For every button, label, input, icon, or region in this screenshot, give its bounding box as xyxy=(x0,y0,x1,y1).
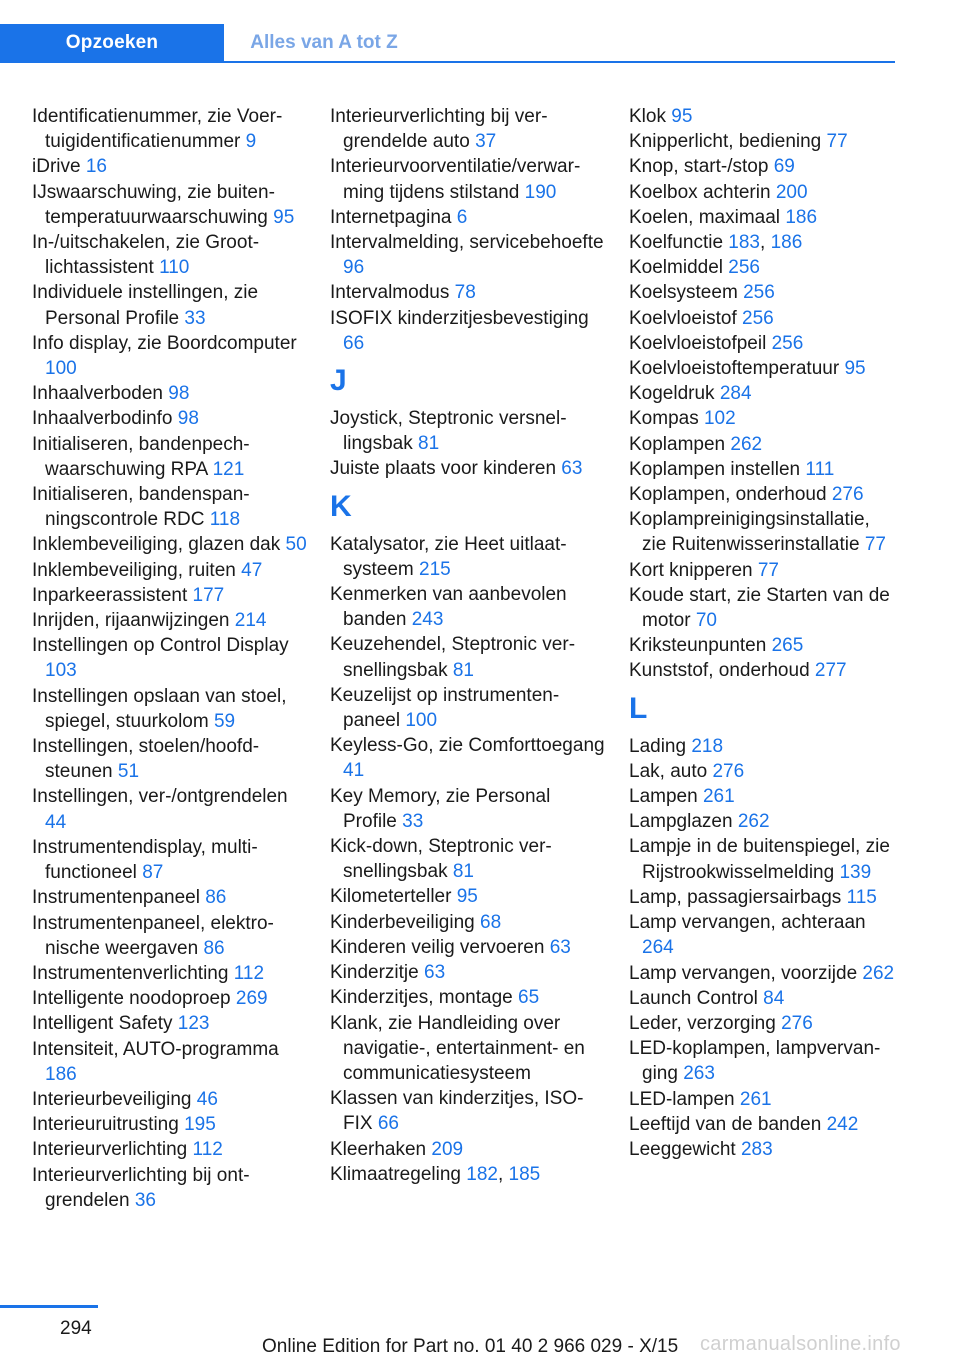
index-entry xyxy=(32,558,307,583)
index-entry: Koelfunctie 183, 186 xyxy=(629,232,803,254)
index-entry xyxy=(330,884,605,909)
index-entry-term: Leeggewicht xyxy=(629,1138,736,1160)
page-link[interactable]: 95 xyxy=(273,206,295,228)
index-entry-term: Keyless-Go, zie Comforttoegang xyxy=(330,735,605,757)
page-link[interactable]: 283 xyxy=(740,1138,773,1160)
index-entry xyxy=(629,961,899,986)
page-link[interactable]: 118 xyxy=(209,509,241,531)
index-entry xyxy=(330,306,605,356)
index-entry-term: Intervalmodus xyxy=(330,282,450,304)
page-link[interactable]: 41 xyxy=(343,760,365,782)
page-link[interactable]: 95 xyxy=(844,358,866,380)
index-entry-term: Koelen, maximaal xyxy=(629,206,781,228)
index-entry-term: Koplampen instellen xyxy=(629,458,801,480)
index-entry-term: Intelligente noodoproep xyxy=(32,988,231,1010)
index-entry xyxy=(32,835,307,885)
page-link[interactable]: 186 xyxy=(770,232,803,254)
index-entry xyxy=(629,910,899,960)
index-entry xyxy=(330,1086,605,1136)
page-link[interactable]: 51 xyxy=(117,761,140,783)
index-entry-term: Intensiteit, AUTO-programma xyxy=(32,1038,279,1060)
index-entry-term: Kinderzitje xyxy=(330,962,419,984)
index-entry xyxy=(629,1011,899,1036)
index-column-3 xyxy=(629,104,899,1162)
index-entry xyxy=(330,406,605,456)
page-link[interactable]: 121 xyxy=(212,458,245,480)
index-entry xyxy=(32,406,307,431)
page-link[interactable]: 214 xyxy=(234,610,267,632)
index-entry-term: Inhaalverbodinfo xyxy=(32,408,173,430)
edition-note: Online Edition for Part no. 01 40 2 966 029 - X/15 xyxy=(262,1336,679,1357)
index-entry xyxy=(629,457,899,482)
index-entry-term: Leder, verzorging xyxy=(629,1012,776,1034)
index-entry-term: Instellingen op Control Display xyxy=(32,635,289,657)
index-entry-term: Lak, auto xyxy=(629,760,708,782)
index-entry-term: Instellingen, stoelen/hoofdsteunen xyxy=(32,736,260,783)
index-entry xyxy=(32,1137,307,1162)
page-link[interactable]: 98 xyxy=(168,383,190,405)
index-entry-term: Key Memory, zie Personal Profile xyxy=(330,785,551,832)
page-link[interactable]: 100 xyxy=(45,358,77,380)
index-entry xyxy=(330,834,605,884)
index-entry-term: Lampglazen xyxy=(629,811,733,833)
index-entry-term: Koelvloeistof xyxy=(629,307,737,329)
index-entry-term: Kort knipperen xyxy=(629,559,753,581)
index-entry-term: Interieurbeveiliging xyxy=(32,1088,192,1110)
index-entry xyxy=(330,935,605,960)
index-entry xyxy=(330,960,605,985)
index-entry xyxy=(629,633,899,658)
page-link[interactable]: 63 xyxy=(549,936,571,958)
page-link[interactable]: 110 xyxy=(159,257,190,279)
index-entry-term: Interieurverlichting xyxy=(32,1139,188,1161)
index-entry xyxy=(330,683,605,733)
page-link[interactable]: 186 xyxy=(785,206,818,228)
index-entry-term: Identificatienummer, zie Voertuigidentificatienummer xyxy=(32,106,283,153)
page-link[interactable]: 185 xyxy=(508,1163,541,1185)
index-entry-term: Interieurverlichting bij ontgrendelen xyxy=(32,1164,250,1211)
page-link[interactable]: 186 xyxy=(45,1063,77,1085)
page-link[interactable]: 98 xyxy=(177,408,199,430)
header-divider xyxy=(0,61,895,63)
index-entry-term: Kinderbeveiliging xyxy=(330,911,475,933)
index-entry-term: Instellingen, ver-/ontgrendelen xyxy=(32,786,288,808)
index-entry xyxy=(629,1137,899,1162)
index-entry-term: Kriksteunpunten xyxy=(629,635,767,657)
index-entry-term: Lamp vervangen, achteraan xyxy=(629,912,866,934)
index-entry xyxy=(629,507,899,557)
page-link[interactable]: 69 xyxy=(773,156,795,178)
page-link[interactable]: 123 xyxy=(177,1013,210,1035)
page-link[interactable]: 77 xyxy=(826,131,848,153)
index-entry xyxy=(32,381,307,406)
index-entry xyxy=(629,986,899,1011)
page-link[interactable]: 262 xyxy=(737,811,770,833)
index-entry-term: Inklembeveiliging, glazen dak xyxy=(32,534,281,556)
index-entry xyxy=(629,734,899,759)
index-entry-term: Interieurverlichting bij vergrendelde auto xyxy=(330,106,548,153)
page-link[interactable]: 243 xyxy=(411,609,444,631)
index-entry-term: Individuele instellingen, zie Personal Profile xyxy=(32,282,259,329)
index-entry-term: Knop, start-/stop xyxy=(629,156,769,178)
index-entry xyxy=(629,885,899,910)
index-entry xyxy=(330,784,605,834)
index-entry xyxy=(330,632,605,682)
watermark: carmanualsonline.info xyxy=(700,1333,901,1355)
page-link[interactable]: 256 xyxy=(771,332,804,354)
index-entry xyxy=(32,331,307,381)
index-entry-term: Info display, zie Boordcomputer xyxy=(32,332,297,354)
index-entry: Klimaatregeling 182, 185 xyxy=(330,1163,541,1185)
index-entry-term: Knipperlicht, bediening xyxy=(629,131,822,153)
index-entry xyxy=(32,1087,307,1112)
page-link[interactable]: 50 xyxy=(285,534,307,556)
index-entry-term: LED-koplampen, lampvervanging xyxy=(629,1038,881,1085)
index-entry-term: Intelligent Safety xyxy=(32,1013,173,1035)
page-link[interactable]: 276 xyxy=(781,1012,813,1034)
index-entry xyxy=(32,784,307,834)
index-entry-term: Interieurvoorventilatie/verwarming tijdens stilstand xyxy=(330,156,581,203)
page-link[interactable]: 276 xyxy=(712,760,745,782)
index-entry xyxy=(629,583,899,633)
page-link[interactable]: 96 xyxy=(343,257,365,279)
index-entry xyxy=(629,1112,899,1137)
index-entry-term: Initialiseren, bandenpechwaarschuwing RPA xyxy=(32,433,250,480)
index-entry-term: Koelbox achterin xyxy=(629,181,771,203)
index-entry-term: LED-lampen xyxy=(629,1088,735,1110)
page-link[interactable]: 261 xyxy=(739,1088,772,1110)
index-entry-term: Koude start, zie Starten van de motor xyxy=(629,584,890,632)
index-entry-term: Kleerhaken xyxy=(330,1138,427,1160)
index-entry xyxy=(629,406,899,431)
index-entry-term: Klank, zie Handleiding over navigatie-, entertainment- en communicatiesysteem xyxy=(330,1012,585,1084)
page-link[interactable]: 81 xyxy=(452,659,474,681)
index-entry-term: Keuzelijst op instrumentenpaneel xyxy=(330,684,560,732)
index-entry-term: Keuzehendel, Steptronic versnellingsbak xyxy=(330,634,576,681)
index-entry xyxy=(32,280,307,330)
index-entry-term: Klimaatregeling xyxy=(330,1163,461,1185)
page-link[interactable]: 262 xyxy=(730,433,763,455)
page-link[interactable]: 177 xyxy=(192,584,225,606)
index-entry-term: Juiste plaats voor kinderen xyxy=(330,458,557,480)
index-entry-term: Kick-down, Steptronic versnellingsbak xyxy=(330,836,552,883)
index-entry xyxy=(32,633,307,683)
index-entry-term: Klassen van kinderzitjes, ISOFIX xyxy=(330,1088,584,1135)
index-entry-term: Koelmiddel xyxy=(629,257,723,279)
index-entry-term: Kinderzitjes, montage xyxy=(330,987,513,1009)
index-entry xyxy=(629,180,899,205)
index-entry-term: Instellingen opslaan van stoel, spiegel, stuurkolom xyxy=(32,685,287,732)
index-entry xyxy=(629,331,899,356)
index-entry xyxy=(629,432,899,457)
index-entry xyxy=(330,910,605,935)
index-entry xyxy=(629,205,899,230)
index-entry-term: Lamp vervangen, voorzijde xyxy=(629,962,858,984)
page-link[interactable]: 256 xyxy=(743,282,775,304)
index-entry xyxy=(32,986,307,1011)
index-entry xyxy=(629,809,899,834)
page-header xyxy=(0,0,960,64)
tab-opzoeken[interactable]: Opzoeken xyxy=(0,24,224,62)
index-entry xyxy=(629,129,899,154)
index-entry xyxy=(32,230,307,280)
page-link[interactable]: 84 xyxy=(763,987,785,1009)
page-link[interactable]: 6 xyxy=(456,206,468,228)
index-entry xyxy=(32,885,307,910)
page-link[interactable]: 70 xyxy=(695,610,717,632)
index-entry xyxy=(330,230,605,280)
index-entry-term: Lampen xyxy=(629,786,698,808)
page-link[interactable]: 111 xyxy=(805,458,835,480)
page-link[interactable]: 37 xyxy=(475,131,497,153)
index-entry xyxy=(32,1037,307,1087)
index-entry xyxy=(32,482,307,532)
index-entry xyxy=(32,1163,307,1213)
index-entry-term: Instrumentenpaneel xyxy=(32,887,200,909)
index-entry xyxy=(330,154,605,204)
page-link[interactable]: 68 xyxy=(480,911,502,933)
index-entry-term: Inhaalverboden xyxy=(32,383,163,405)
index-entry-term: Kompas xyxy=(629,408,699,430)
index-entry-term: Koplampen, onderhoud xyxy=(629,484,827,506)
index-entry xyxy=(629,255,899,280)
index-entry-term: Koplampen xyxy=(629,433,726,455)
page-link[interactable]: 269 xyxy=(235,988,268,1010)
index-entry xyxy=(629,1036,899,1086)
index-entry xyxy=(330,985,605,1010)
page-link[interactable]: 47 xyxy=(241,559,263,581)
page-link[interactable]: 63 xyxy=(561,458,583,480)
index-entry xyxy=(330,733,605,783)
index-entry-term: Lampje in de buitenspiegel, zie Rijstrookwisselmelding xyxy=(629,836,890,883)
index-entry xyxy=(32,1112,307,1137)
index-entry-term: Interieuruitrusting xyxy=(32,1114,179,1136)
index-entry-term: iDrive xyxy=(32,156,81,178)
page-link[interactable]: 115 xyxy=(846,886,877,908)
index-entry-term: Kogeldruk xyxy=(629,383,715,405)
index-entry xyxy=(629,356,899,381)
index-entry-term: Leeftijd van de banden xyxy=(629,1113,822,1135)
page-link[interactable]: 81 xyxy=(452,861,474,883)
index-entry-term: Inparkeerassistent xyxy=(32,584,188,606)
index-entry xyxy=(32,734,307,784)
page-link[interactable]: 77 xyxy=(757,559,779,581)
index-entry-term: Kilometerteller xyxy=(330,886,452,908)
index-entry xyxy=(32,608,307,633)
index-entry xyxy=(330,532,605,582)
index-entry xyxy=(330,582,605,632)
index-entry xyxy=(32,104,307,154)
page-link[interactable]: 33 xyxy=(402,810,424,832)
page-link[interactable]: 66 xyxy=(343,332,365,354)
index-entry xyxy=(32,532,307,557)
index-entry-term: Kenmerken van aanbevolen banden xyxy=(330,584,567,631)
page-link[interactable]: 63 xyxy=(424,962,446,984)
index-column-1 xyxy=(32,104,307,1213)
index-entry-term: Koelfunctie xyxy=(629,232,724,254)
page-link[interactable]: 209 xyxy=(431,1138,464,1160)
page-link[interactable]: 46 xyxy=(196,1088,218,1110)
index-entry xyxy=(629,280,899,305)
page-link[interactable]: 284 xyxy=(719,383,752,405)
page-link[interactable]: 86 xyxy=(205,887,227,909)
page-link[interactable]: 215 xyxy=(419,558,451,580)
index-entry xyxy=(330,280,605,305)
index-entry-term: Klok xyxy=(629,106,666,127)
index-entry-term: Kunststof, onderhoud xyxy=(629,660,810,682)
page-link[interactable]: 262 xyxy=(862,962,895,984)
page-link[interactable]: 33 xyxy=(184,307,206,329)
index-entry-term: Internetpagina xyxy=(330,206,452,228)
index-entry-term: Launch Control xyxy=(629,987,758,1009)
index-entry xyxy=(32,154,307,179)
page-link[interactable]: 9 xyxy=(245,131,257,153)
section-letter: L xyxy=(629,691,648,725)
index-entry-term: Lamp, passagiersairbags xyxy=(629,886,842,908)
index-entry-term: Instrumentenpaneel, elektronische weergaven xyxy=(32,912,274,959)
page-link[interactable]: 195 xyxy=(184,1114,216,1136)
index-entry xyxy=(330,1137,605,1162)
page-link[interactable]: 86 xyxy=(203,937,225,959)
page-link[interactable]: 44 xyxy=(45,811,67,833)
index-entry xyxy=(629,658,899,683)
page-link[interactable]: 276 xyxy=(831,484,864,506)
index-entry xyxy=(629,759,899,784)
index-entry-term: Inklembeveiliging, ruiten xyxy=(32,559,236,581)
index-entry-term: Joystick, Steptronic versnellingsbak xyxy=(330,408,567,455)
page-link[interactable]: 102 xyxy=(703,408,736,430)
index-entry xyxy=(629,482,899,507)
footer-divider xyxy=(0,1305,98,1308)
page-link[interactable]: 182 xyxy=(466,1163,498,1185)
index-entry xyxy=(629,154,899,179)
page-link[interactable]: 16 xyxy=(85,156,107,178)
page-number: 294 xyxy=(60,1318,92,1339)
page-link[interactable]: 65 xyxy=(518,987,540,1009)
index-entry xyxy=(32,684,307,734)
page-link[interactable]: 183 xyxy=(728,232,760,254)
page-link[interactable]: 66 xyxy=(377,1113,399,1135)
index-entry xyxy=(32,1011,307,1036)
page-link[interactable]: 277 xyxy=(814,660,847,682)
index-entry xyxy=(32,583,307,608)
index-entry-term: Lading xyxy=(629,735,687,757)
index-entry xyxy=(32,432,307,482)
index-entry xyxy=(330,205,605,230)
index-entry xyxy=(330,1011,605,1087)
page-link[interactable]: 100 xyxy=(405,710,438,732)
page-link[interactable]: 264 xyxy=(642,937,674,959)
page-link[interactable]: 200 xyxy=(775,181,808,203)
page-link[interactable]: 261 xyxy=(702,786,735,808)
index-entry-term: ISOFIX kinderzitjesbevestiging xyxy=(330,307,589,329)
index-entry xyxy=(629,104,899,129)
index-entry-term: Koelvloeistofpeil xyxy=(629,332,767,354)
index-entry-term: Katalysator, zie Heet uitlaatsysteem xyxy=(330,533,567,580)
section-letter: J xyxy=(330,364,347,398)
index-column-2 xyxy=(330,104,605,1187)
page-link[interactable]: 77 xyxy=(864,534,886,556)
index-entry xyxy=(32,911,307,961)
section-letter: K xyxy=(330,489,352,523)
index-entry-term: Kinderen veilig vervoeren xyxy=(330,936,545,958)
page-link[interactable]: 81 xyxy=(418,433,440,455)
page-link[interactable]: 139 xyxy=(839,861,872,883)
index-entry xyxy=(330,104,605,154)
page-link[interactable]: 263 xyxy=(683,1063,715,1085)
page-link[interactable]: 190 xyxy=(524,181,557,203)
index-entry xyxy=(629,381,899,406)
index-entry xyxy=(629,306,899,331)
page-link[interactable]: 218 xyxy=(691,735,724,757)
page-link[interactable]: 256 xyxy=(728,257,760,279)
index-entry xyxy=(32,961,307,986)
index-entry xyxy=(330,456,605,481)
page-link[interactable]: 103 xyxy=(45,660,77,682)
index-entry xyxy=(629,784,899,809)
page-link[interactable]: 112 xyxy=(192,1139,223,1161)
page-link[interactable]: 78 xyxy=(454,282,476,304)
index-entry-term: Intervalmelding, servicebehoefte xyxy=(330,232,604,254)
page-link[interactable]: 95 xyxy=(456,886,478,908)
index-entry-term: Instrumentenverlichting xyxy=(32,962,229,984)
index-entry-term: IJswaarschuwing, zie buitentemperatuurwaarschuwing xyxy=(32,181,275,228)
tab-alles-van-a-tot-z[interactable]: Alles van A tot Z xyxy=(250,32,398,53)
index-entry-term: Koplampreinigingsinstallatie, zie Ruitenwisserinstallatie xyxy=(629,509,870,556)
page-link[interactable]: 256 xyxy=(742,307,774,329)
index-entry-term: Koelsysteem xyxy=(629,282,738,304)
page-link[interactable]: 265 xyxy=(771,635,804,657)
page-link[interactable]: 95 xyxy=(671,106,693,127)
index-entry xyxy=(629,558,899,583)
index-entry xyxy=(629,834,899,884)
index-entry xyxy=(629,1087,899,1112)
index-entry xyxy=(32,180,307,230)
index-entry-term: Instrumentendisplay, multifunctioneel xyxy=(32,836,258,884)
page-link[interactable]: 87 xyxy=(142,862,164,884)
page-link[interactable]: 112 xyxy=(233,962,265,984)
page-link[interactable]: 36 xyxy=(134,1189,156,1211)
page-link[interactable]: 59 xyxy=(213,710,236,732)
index-entry-term: Inrijden, rijaanwijzingen xyxy=(32,610,230,632)
index-entry-term: In-/uitschakelen, zie Grootlichtassistent xyxy=(32,232,260,279)
index-entry-term: Initialiseren, bandenspanningscontrole RDC xyxy=(32,484,250,531)
index-entry-term: Koelvloeistoftemperatuur xyxy=(629,358,840,380)
page-link[interactable]: 242 xyxy=(826,1113,859,1135)
